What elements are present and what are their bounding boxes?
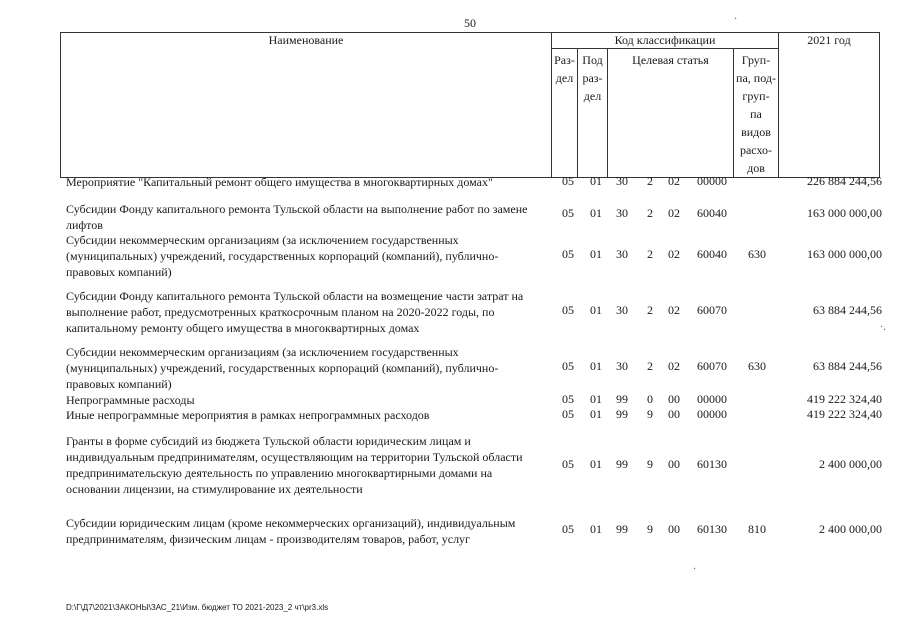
row-amount: 2 400 000,00 <box>819 457 882 471</box>
row-target-code: 60130 <box>697 457 727 471</box>
row-podrazdel: 01 <box>590 174 602 188</box>
row-target-event: 02 <box>668 359 680 373</box>
row-target-event: 00 <box>668 522 680 536</box>
row-amount: 419 222 324,40 <box>807 407 882 421</box>
row-target-code: 60040 <box>697 247 727 261</box>
row-razdel: 05 <box>562 457 574 471</box>
row-razdel: 05 <box>562 206 574 220</box>
header-razdel: Раз- дел <box>552 49 578 178</box>
row-name: Субсидии Фонду капитального ремонта Тульской области на возмещение части затрат на выполнение работ, предусмотренных краткосрочным планом на 2020-2022 годы, по капитальному ремонту общего имущества в многоквартирных домах <box>66 289 524 335</box>
row-amount: 163 000 000,00 <box>807 206 882 220</box>
row-target-sub: 9 <box>647 407 653 421</box>
row-target-event: 02 <box>668 174 680 188</box>
row-amount: 163 000 000,00 <box>807 247 882 261</box>
row-podrazdel: 01 <box>590 457 602 471</box>
header-name: Наименование <box>61 33 552 178</box>
header-target: Целевая статья <box>608 49 734 178</box>
row-razdel: 05 <box>562 303 574 317</box>
row-target-event: 00 <box>668 407 680 421</box>
row-target-event: 00 <box>668 457 680 471</box>
row-name: Субсидии юридическим лицам (кроме некоммерческих организаций), индивидуальным предпринимателям, физическим лицам - производителям товаров, работ, услуг <box>66 516 516 546</box>
row-target-program: 30 <box>616 247 628 261</box>
scan-speck: · <box>693 564 697 575</box>
row-target-sub: 2 <box>647 359 653 373</box>
row-podrazdel: 01 <box>590 392 602 406</box>
row-target-program: 30 <box>616 303 628 317</box>
row-amount: 226 884 244,56 <box>807 174 882 188</box>
row-target-sub: 9 <box>647 522 653 536</box>
row-target-code: 00000 <box>697 174 727 188</box>
row-target-code: 60070 <box>697 303 727 317</box>
row-podrazdel: 01 <box>590 359 602 373</box>
row-expense-type: 810 <box>748 522 766 536</box>
row-razdel: 05 <box>562 392 574 406</box>
row-amount: 2 400 000,00 <box>819 522 882 536</box>
header-code: Код классификации <box>552 33 779 49</box>
row-name: Субсидии Фонду капитального ремонта Тульской области на выполнение работ по замене лифтов <box>66 202 528 232</box>
row-target-event: 00 <box>668 392 680 406</box>
row-target-program: 99 <box>616 522 628 536</box>
row-target-sub: 9 <box>647 457 653 471</box>
row-target-sub: 0 <box>647 392 653 406</box>
row-target-code: 00000 <box>697 392 727 406</box>
row-target-code: 60040 <box>697 206 727 220</box>
row-target-event: 02 <box>668 303 680 317</box>
row-razdel: 05 <box>562 247 574 261</box>
row-podrazdel: 01 <box>590 522 602 536</box>
row-podrazdel: 01 <box>590 407 602 421</box>
scan-speck: ·. <box>880 322 886 333</box>
row-target-program: 30 <box>616 359 628 373</box>
row-expense-type: 630 <box>748 359 766 373</box>
header-year: 2021 год <box>779 33 880 178</box>
row-target-program: 99 <box>616 407 628 421</box>
row-razdel: 05 <box>562 522 574 536</box>
table-header <box>60 32 880 178</box>
row-name: Субсидии некоммерческим организациям (за исключением государственных (муниципальных) учреждений, государственных корпораций (компаний), публично-правовых компаний) <box>66 345 499 391</box>
row-target-sub: 2 <box>647 247 653 261</box>
file-path-footer: D:\Г\Д7\2021\ЗАКОНЫ\ЗАС_21\Изм. бюджет ТО 2021-2023_2 чт\pr3.xls <box>66 603 329 612</box>
row-target-sub: 2 <box>647 206 653 220</box>
row-podrazdel: 01 <box>590 303 602 317</box>
row-amount: 419 222 324,40 <box>807 392 882 406</box>
row-name: Непрограммные расходы <box>66 393 195 407</box>
row-target-code: 60130 <box>697 522 727 536</box>
row-name: Субсидии некоммерческим организациям (за исключением государственных (муниципальных) учреждений, государственных корпораций (компаний), публично-правовых компаний) <box>66 233 499 279</box>
row-target-sub: 2 <box>647 174 653 188</box>
row-target-event: 02 <box>668 206 680 220</box>
row-name: Мероприятие "Капитальный ремонт общего имущества в многоквартирных домах" <box>66 175 493 189</box>
row-name: Иные непрограммные мероприятия в рамках непрограммных расходов <box>66 408 430 422</box>
row-target-sub: 2 <box>647 303 653 317</box>
row-expense-type: 630 <box>748 247 766 261</box>
row-name: Гранты в форме субсидий из бюджета Тульской области юридическим лицам и индивидуальным предпринимателям, осуществляющим на территории Тульской области предпринимательскую деятельность по управлению многоквартирными домами на основании лицензии, на стимулирование их деятельности <box>66 434 523 496</box>
row-target-program: 99 <box>616 392 628 406</box>
row-razdel: 05 <box>562 174 574 188</box>
header-podrazdel: Под раз- дел <box>578 49 608 178</box>
scan-speck: · <box>734 14 738 25</box>
row-podrazdel: 01 <box>590 206 602 220</box>
page-number: 50 <box>464 16 476 30</box>
row-target-program: 30 <box>616 206 628 220</box>
row-amount: 63 884 244,56 <box>813 303 882 317</box>
row-target-program: 30 <box>616 174 628 188</box>
row-podrazdel: 01 <box>590 247 602 261</box>
row-target-code: 00000 <box>697 407 727 421</box>
row-target-program: 99 <box>616 457 628 471</box>
row-target-event: 02 <box>668 247 680 261</box>
header-group: Груп- па, под- груп- па видов расхо- дов <box>734 49 779 178</box>
row-razdel: 05 <box>562 407 574 421</box>
row-razdel: 05 <box>562 359 574 373</box>
row-amount: 63 884 244,56 <box>813 359 882 373</box>
row-target-code: 60070 <box>697 359 727 373</box>
